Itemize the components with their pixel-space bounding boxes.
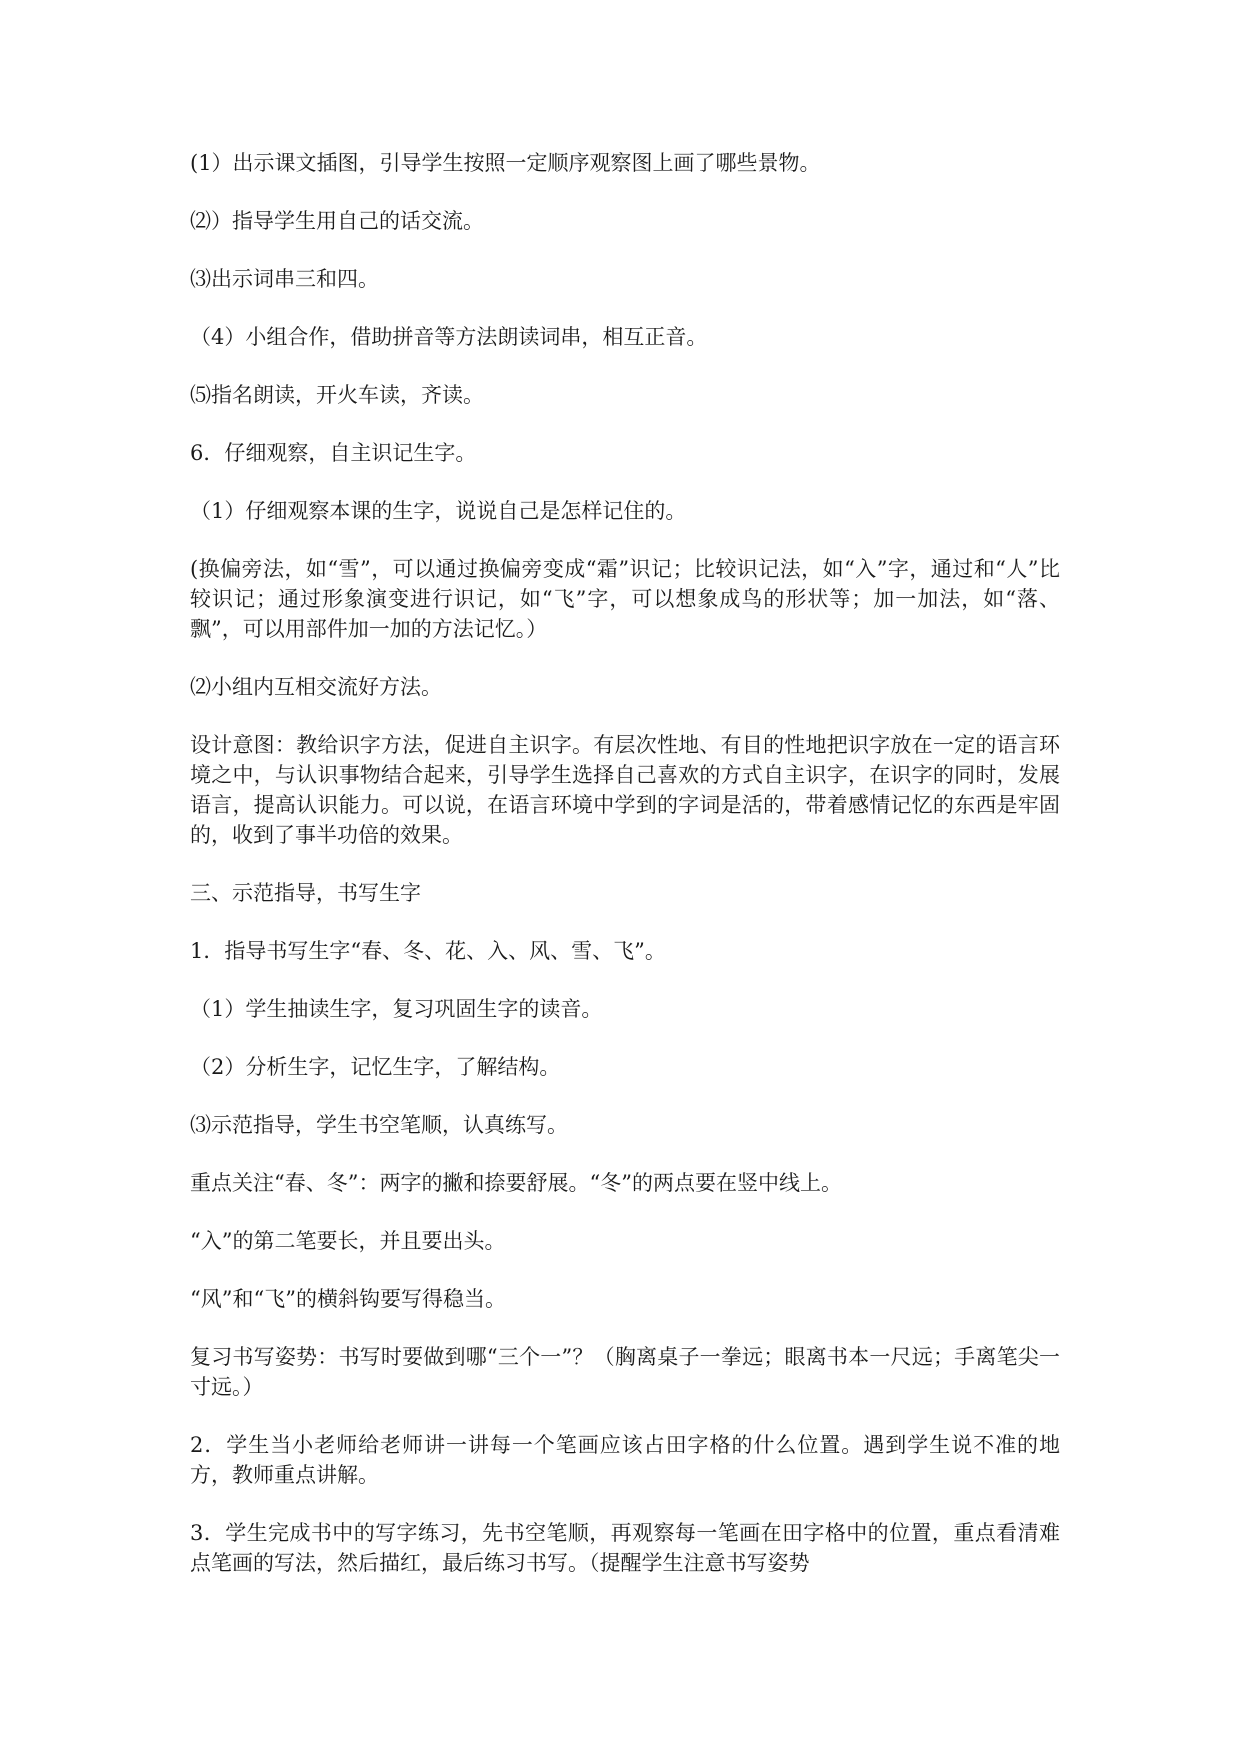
paragraph-writing-step-3: 3．学生完成书中的写字练习，先书空笔顺，再观察每一笔画在田字格中的位置，重点看清难点笔画的写法，然后描红，最后练习书写。（提醒学生注意书写姿势	[190, 1521, 1060, 1575]
paragraph-step-6-heading: 6．仔细观察，自主识记生字。	[190, 441, 477, 465]
paragraph-share-in-own-words: ⑵）指导学生用自己的话交流。	[190, 209, 484, 233]
paragraph-focus-ru: “入”的第二笔要长，并且要出头。	[190, 1229, 506, 1253]
paragraph-writing-step-1: 1．指导书写生字“春、冬、花、入、风、雪、飞”。	[190, 939, 666, 963]
paragraph-design-intent: 设计意图：教给识字方法，促进自主识字。有层次性地、有目的性地把识字放在一定的语言环境之中，与认识事物结合起来，引导学生选择自己喜欢的方式自主识字，在识字的同时，发展语言，提高认识能力。可以说，在语言环境中学到的字词是活的，带着感情记忆的东西是牢固的，收到了事半功倍的效果。	[190, 733, 1060, 847]
paragraph-group-exchange: ⑵小组内互相交流好方法。	[190, 675, 442, 699]
paragraph-demonstrate: ⑶示范指导，学生书空笔顺，认真练写。	[190, 1113, 568, 1137]
paragraph-writing-step-2: 2．学生当小老师给老师讲一讲每一个笔画应该占田字格的什么位置。遇到学生说不准的地方，教师重点讲解。	[190, 1433, 1060, 1487]
paragraph-show-word-strings: ⑶出示词串三和四。	[190, 267, 379, 291]
paragraph-observe-characters: （1）仔细观察本课的生字，说说自己是怎样记住的。	[190, 499, 687, 523]
paragraph-focus-feng-fei: “风”和“飞”的横斜钩要写得稳当。	[190, 1287, 506, 1311]
paragraph-group-reading: （4）小组合作，借助拼音等方法朗读词串，相互正音。	[190, 325, 708, 349]
paragraph-writing-posture: 复习书写姿势：书写时要做到哪“三个一”？（胸离桌子一拳远；眼离书本一尺远；手离笔尖一寸远。）	[190, 1345, 1060, 1399]
document-body	[190, 148, 1060, 1606]
paragraph-observe-illustration: (1）出示课文插图，引导学生按照一定顺序观察图上画了哪些景物。	[190, 151, 821, 175]
paragraph-analyze-characters: （2）分析生字，记忆生字，了解结构。	[190, 1055, 561, 1079]
paragraph-focus-chun-dong: 重点关注“春、冬”：两字的撇和捺要舒展。“冬”的两点要在竖中线上。	[190, 1171, 842, 1195]
paragraph-read-characters: （1）学生抽读生字，复习巩固生字的读音。	[190, 997, 603, 1021]
paragraph-memory-methods: (换偏旁法，如“雪”，可以通过换偏旁变成“霜”识记；比较识记法，如“入”字，通过和“人”比较识记；通过形象演变进行识记，如“飞”字，可以想象成鸟的形状等；加一加法，如“落、飘”，可以用部件加一加的方法记忆。）	[190, 557, 1060, 641]
section-heading-writing: 三、示范指导，书写生字	[190, 881, 421, 905]
paragraph-named-reading: ⑸指名朗读，开火车读，齐读。	[190, 383, 484, 407]
